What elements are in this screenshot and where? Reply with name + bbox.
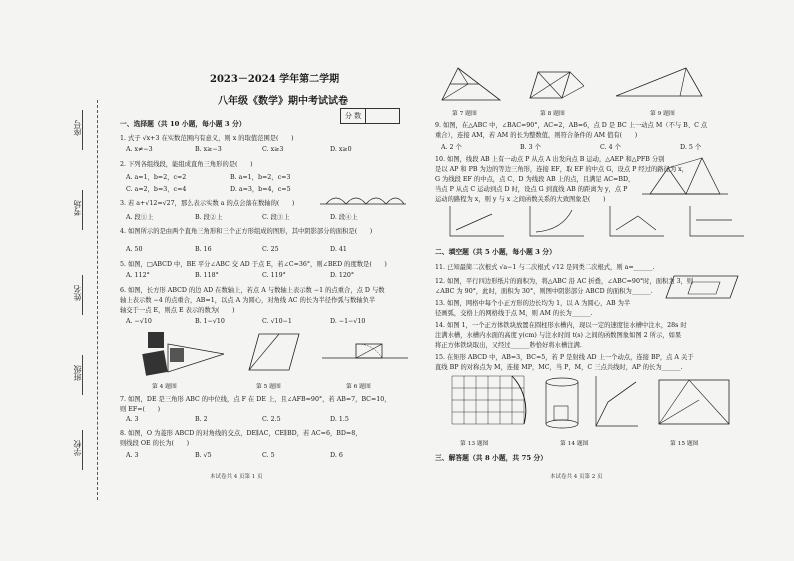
q7-d: D. 1.5 bbox=[330, 416, 349, 423]
q10-option-graphs bbox=[442, 204, 752, 240]
q6-figure-caption: 第 6 题图 bbox=[346, 384, 371, 390]
q10-line2: 是以 AP 和 PB 为边的等边三角形，连接 EF，取 EF 的中点 G，设点 P 经过的路径为 x， bbox=[435, 166, 689, 173]
class-line bbox=[82, 355, 83, 395]
q4-figure bbox=[140, 330, 230, 378]
q6-figure bbox=[320, 330, 410, 375]
q15-figure-caption: 第 15 题图 bbox=[670, 441, 699, 447]
q1-c: C. x≥3 bbox=[262, 146, 284, 153]
q1-a: A. x≠−3 bbox=[126, 146, 153, 153]
q11-text: 11. 已知最简二次根式 √a−1 与二次根式 √12 是同类二次根式，则 a=______. bbox=[435, 264, 655, 271]
q6-line2: 轴上表示数 −4 的点重合，AB=1，以点 A 为圆心，对角线 AC 的长为半径作弧与数轴负半 bbox=[120, 297, 376, 304]
q7-c: C. 2.5 bbox=[262, 416, 281, 423]
q4-a: A. 50 bbox=[126, 246, 143, 253]
q4-figure-caption: 第 4 题图 bbox=[152, 384, 177, 390]
q4-d: D. 41 bbox=[330, 246, 347, 253]
q3-c: C. 段③上 bbox=[262, 214, 290, 221]
q5-figure bbox=[245, 330, 305, 375]
q6-d: D. −1−√10 bbox=[330, 318, 366, 325]
q14-line3: 将正方体铁块取出，又经过______秒恰好将水槽注满. bbox=[435, 342, 582, 349]
q3-stem: 3. 若 a+√12=√27，那么表示实数 a 的点会落在数轴的( ) bbox=[120, 200, 295, 207]
exam-no-line bbox=[82, 190, 83, 230]
q10-line5: 运动的路程为 x，则 y 与 x 之间函数关系的大致图象是( ) bbox=[435, 196, 606, 203]
q13-line1: 13. 如图，网格中每个小正方形的边长均为 1，以 A 为圆心，AB 为半 bbox=[435, 300, 631, 307]
q14-line1: 14. 如图 1，一个正方体铁块放置在圆柱形水槽内，现以一定的速度往水槽中注水，28s 时 bbox=[435, 322, 687, 329]
q9-d: D. 5 个 bbox=[680, 144, 702, 151]
q8-figure bbox=[518, 66, 588, 104]
q1-stem: 1. 式子 √x+3 在实数范围内有意义，则 x 的取值范围是( ) bbox=[120, 135, 294, 142]
name-label: 姓名 bbox=[73, 285, 82, 301]
q10-figure bbox=[640, 150, 730, 200]
q6-line3: 轴交于一点 E，则点 E 表示的数为( ) bbox=[120, 307, 235, 314]
score-field[interactable] bbox=[366, 109, 399, 123]
q5-b: B. 118° bbox=[195, 272, 219, 279]
q8-line2: 则线段 OE 的长为( ) bbox=[120, 440, 190, 447]
score-label: 分 数 bbox=[341, 109, 366, 123]
q9-line1: 9. 如图，在△ABC 中，∠BAC=90°，AC=2，AB=6，点 D 是 BC 上一动点 M（不与 B、C 点 bbox=[435, 122, 708, 129]
q6-a: A. −√10 bbox=[126, 318, 152, 325]
q8-line1: 8. 如图，O 为菱形 ABCD 的对角线的交点，DE∥AC，CE∥BD，若 AC=6，BD=8， bbox=[120, 430, 362, 437]
q8-figure-caption: 第 8 题图 bbox=[540, 111, 565, 117]
q12-figure bbox=[664, 272, 744, 302]
q7-figure bbox=[438, 64, 504, 104]
q2-b: B. a=1，b=2，c=3 bbox=[230, 174, 291, 181]
q7-figure-caption: 第 7 题图 bbox=[452, 111, 477, 117]
name-line bbox=[82, 275, 83, 315]
q6-c: C. √10−1 bbox=[262, 318, 292, 325]
q7-b: B. 2 bbox=[195, 416, 208, 423]
q2-a: A. a=1，b=2，c=2 bbox=[126, 174, 187, 181]
class-label: 班级 bbox=[73, 365, 82, 381]
score-box bbox=[340, 108, 400, 124]
q10-line4: 当点 P 从点 C 运动到点 D 时，设点 G 到直线 AB 的距离为 y，点 P bbox=[435, 186, 628, 193]
q12-line1: 12. 如图，平行四边形纸片的面积为，将△ABC 沿 AC 折叠，∠ABC=90°时，面积为 3，则 bbox=[435, 278, 694, 285]
q12-line2: ∠ABC 为 90°，此时，面积为 30°，则图中阴影部分 ABCD 的面积为______. bbox=[435, 288, 653, 295]
school-label: 学校 bbox=[73, 440, 82, 456]
q6-b: B. 1−√10 bbox=[195, 318, 225, 325]
section-1-title: 一、选择题（共 10 小题，每小题 3 分） bbox=[120, 120, 246, 128]
q15-line1: 15. 在矩形 ABCD 中，AB=3，BC=5，若 P 是射线 AD 上一个动点，连接 BP，点 A 关于 bbox=[435, 354, 694, 361]
q4-b: B. 16 bbox=[195, 246, 212, 253]
seat-label: 座号 bbox=[73, 120, 82, 136]
q14-figure bbox=[540, 372, 640, 434]
q8-d: D. 6 bbox=[330, 452, 343, 459]
q5-figure-caption: 第 5 题图 bbox=[256, 384, 281, 390]
q3-b: B. 段②上 bbox=[195, 214, 223, 221]
q7-line1: 7. 如图，DE 是三角形 ABC 的中位线，点 F 在 DE 上，且∠AFB=90°，若 AB=7，BC=10， bbox=[120, 396, 391, 403]
q1-d: D. x≥0 bbox=[330, 146, 352, 153]
q4-c: C. 25 bbox=[262, 246, 279, 253]
q15-line2: 直线 BP 的对称点为 M，连接 MP，MC，当 P，M，C 三点共线时，AP 的长为______. bbox=[435, 364, 683, 371]
seat-line bbox=[82, 110, 83, 150]
q3-d: D. 段④上 bbox=[330, 214, 358, 221]
q8-b: B. √5 bbox=[195, 452, 212, 459]
binding-margin bbox=[0, 0, 118, 561]
q15-figure bbox=[655, 374, 735, 430]
q2-d: D. a=3，b=4，c=5 bbox=[230, 186, 291, 193]
q5-c: C. 119° bbox=[262, 272, 286, 279]
footer-left: 本试卷共 4 页第 1 页 bbox=[210, 474, 263, 480]
q9-figure bbox=[610, 64, 710, 104]
q3-number-line-figure bbox=[318, 190, 408, 210]
q9-c: C. 4 个 bbox=[600, 144, 621, 151]
q7-line2: 则 EF=( ) bbox=[120, 406, 161, 413]
binding-dash-line bbox=[97, 100, 98, 500]
q5-d: D. 120° bbox=[330, 272, 354, 279]
q13-figure bbox=[448, 372, 528, 432]
footer-right: 本试卷共 4 页第 2 页 bbox=[550, 474, 603, 480]
q9-figure-caption: 第 9 题图 bbox=[650, 111, 675, 117]
q9-a: A. 2 个 bbox=[441, 144, 462, 151]
q1-b: B. x≥−3 bbox=[195, 146, 222, 153]
q8-c: C. 5 bbox=[262, 452, 275, 459]
section-3-title: 三、解答题（共 8 小题，共 75 分） bbox=[435, 454, 548, 462]
year-term-title: 2023－2024 学年第二学期 bbox=[210, 74, 340, 85]
q13-figure-caption: 第 13 题图 bbox=[460, 441, 489, 447]
q14-line2: 注满水槽，水槽内水面的高度 y(cm) 与注水时间 t(s) 之间的函数图象如图 2 所示，如果 bbox=[435, 332, 682, 339]
q8-a: A. 3 bbox=[126, 452, 139, 459]
q5-stem: 5. 如图，□ABCD 中，BE 平分∠ABC 交 AD 于点 E，若∠C=36°，则∠BED 的度数是( ) bbox=[120, 261, 387, 268]
q2-c: C. a=2，b=3，c=4 bbox=[126, 186, 187, 193]
q9-b: B. 3 个 bbox=[520, 144, 541, 151]
exam-title: 八年级《数学》期中考试试卷 bbox=[218, 96, 348, 107]
q10-line1: 10. 如图，线段 AB 上有一动点 P 从点 A 出发向点 B 运动，△AEP 和△PFB 分别 bbox=[435, 156, 665, 163]
q14-figure-caption: 第 14 题图 bbox=[560, 441, 589, 447]
q6-line1: 6. 如图，长方形 ABCD 的边 AD 在数轴上，若点 A 与数轴上表示数 −1 的点重合，点 D 与数 bbox=[120, 287, 385, 294]
school-line bbox=[82, 430, 83, 470]
section-2-title: 二、填空题（共 5 小题，每小题 3 分） bbox=[435, 248, 556, 256]
q5-a: A. 112° bbox=[126, 272, 150, 279]
q7-a: A. 3 bbox=[126, 416, 139, 423]
q4-stem: 4. 如图所示的是由两个直角三角形和三个正方形组成的图形，其中阴影部分的面积是( ) bbox=[120, 228, 373, 235]
exam-no-label: 考场 bbox=[73, 200, 82, 216]
q10-line3: G 为线段 EF 的中点，点 C、D 为线段 AB 上的点，且满足 AC=BD， bbox=[435, 176, 635, 183]
q3-a: A. 段①上 bbox=[126, 214, 154, 221]
q13-line2: 径画弧，交格上的网格线于点 M，则 AM 的长为______. bbox=[435, 310, 593, 317]
q2-stem: 2. 下列各组线段，能组成直角三角形的是( ) bbox=[120, 161, 253, 168]
q9-line2: 重合），连接 AM，若 AM 的长为整数值，则符合条件的 AM 值有( ) bbox=[435, 132, 638, 139]
